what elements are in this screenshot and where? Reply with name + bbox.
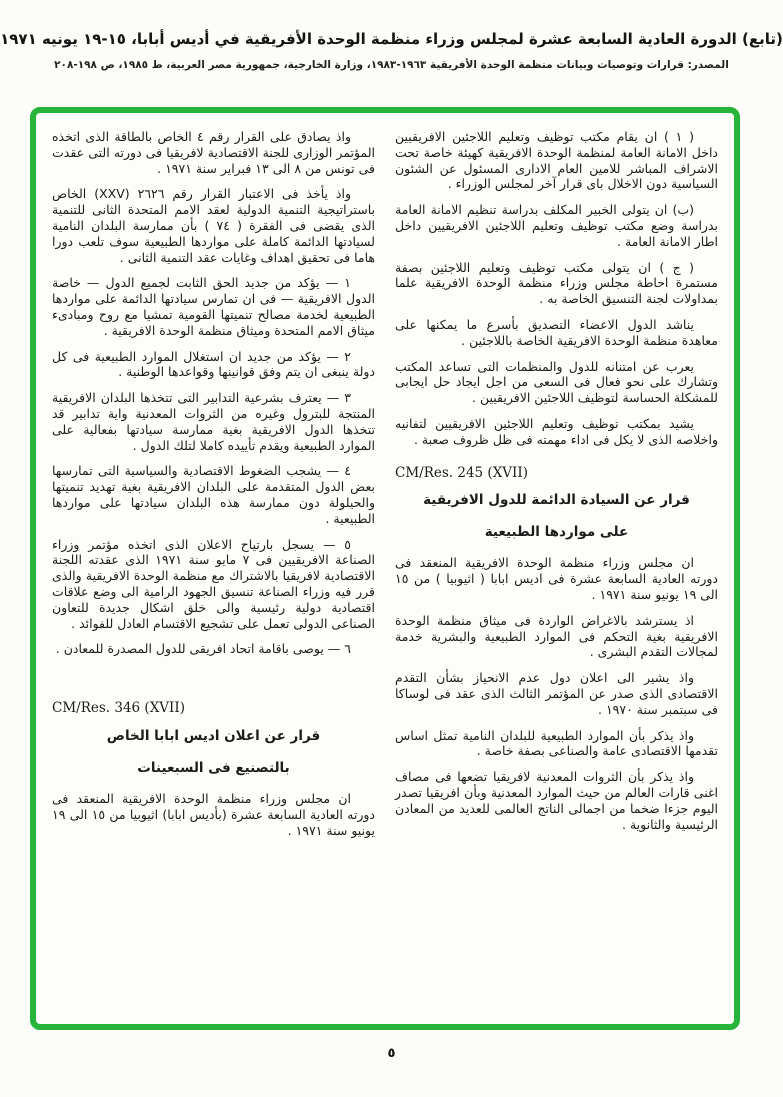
- resolution-code: CM/Res. 245 (XVII): [395, 464, 528, 481]
- page-number: ٥: [387, 1046, 396, 1061]
- page-header: [0, 30, 783, 71]
- paragraph: ٤ — يشجب الضغوط الاقتصادية والسياسية التى تمارسها بعض الدول المتقدمة على البلدان الافريقية بغية تهديد تنميتها والحيلولة دون ممارسة هذه البلدان سيادتها على مواردها الطبيعية .: [52, 463, 375, 526]
- resolution-title: على مواردها الطبيعية: [484, 524, 629, 541]
- paragraph: واذ يذكر بأن الموارد الطبيعية للبلدان النامية تمثل اساس تقدمها الاقتصادى عامة والصناعى بصفة خاصة .: [395, 727, 718, 759]
- resolution-title: بالتصنيع فى السبعينات: [137, 759, 290, 776]
- paragraph: واذ يذكر بأن الثروات المعدنية لافريقيا تضعها فى مصاف اغنى قارات العالم من حيث الموارد المعدنية وبأن افريقيا تصدر اليوم جزءا ضخما من اجمالى الناتج العالمى للعديد من المعادن الرئيسية والثانوية .: [395, 769, 718, 832]
- resolution-title: قرار عن اعلان اديس ابابا الخاص: [106, 727, 321, 744]
- columns-wrapper: [52, 129, 718, 1014]
- paragraph: يشيد بمكتب توظيف وتعليم اللاجئين الافريقيين لتفانيه واخلاصه الذى لا يكل فى اداء مهمته فى ظل ظروف صعبة .: [395, 415, 718, 447]
- paragraph: ان مجلس وزراء منظمة الوحدة الافريقية المنعقد فى دورته العادية السابعة عشرة (بأديس ابابا) اثيوبيا من ١٥ الى ١٩ يونيو سنة ١٩٧١ .: [52, 790, 375, 838]
- content-frame: [30, 107, 740, 1030]
- column-left: [52, 129, 375, 1014]
- paragraph: ( ١ ) ان يقام مكتب توظيف وتعليم اللاجئين الافريقيين داخل الامانة العامة لمنظمة الوحدة الافريقية كهيئة خاصة تحت الاشراف المباشر للامين العام الادارى المسئول عن الشئون السياسية دون الاخلال باى قرار آخر لمجلس الوزراء .: [395, 129, 718, 192]
- paragraph: يعرب عن امتنانه للدول والمنظمات التى تساعد المكتب وتشارك على نحو فعال فى السعى من اجل ايجاد حل ايجابى للمشكلة الحساسة لتوظيف اللاجئين الافريقيين .: [395, 358, 718, 406]
- paragraph: واذ يشير الى اعلان دول عدم الانحياز بشأن التقدم الاقتصادى الذى صدر عن المؤتمر الثالث الذى عقد فى لوساكا فى سبتمبر سنة ١٩٧٠ .: [395, 670, 718, 717]
- paragraph: ٢ — يؤكد من جديد ان استغلال الموارد الطبيعية فى كل دولة ينبغى ان يتم وفق قوانينها وقواعدها الوطنية .: [52, 348, 375, 380]
- paragraph: ( ج ) ان يتولى مكتب توظيف وتعليم اللاجئين بصفة مستمرة احاطة مجلس وزراء منظمة الوحدة الافريقية علما بمداولات لجنة التنسيق الخاصة به .: [395, 259, 718, 307]
- paragraph: ١ — يؤكد من جديد الحق الثابت لجميع الدول — خاصة الدول الافريقية — فى ان تمارس سيادتها الدائمة على مواردها الطبيعية لخدمة مصالح تنميتها القومية تمشيا مع روح ومبادىء ميثاق الامم المتحدة وميثاق منظمة الوحدة الافريقية .: [52, 275, 375, 338]
- paragraph: يناشد الدول الاعضاء التصديق بأسرع ما يمكنها على معاهدة منظمة الوحدة الافريقية الخاصة باللاجئين .: [395, 316, 718, 348]
- source-line: المصدر: قرارات وتوصيات وبيانات منظمة الوحدة الأفريقية ١٩٦٣-١٩٨٣، وزارة الخارجية، جمهورية مصر العربية، ط ١٩٨٥، ص ١٩٨-٢٠٨: [54, 59, 729, 71]
- column-right: [395, 129, 718, 1014]
- session-title: (تابع) الدورة العادية السابعة عشرة لمجلس وزراء منظمة الوحدة الأفريقية في أديس أبابا، ١٥-١٩ يونيه ١٩٧١: [0, 30, 783, 48]
- paragraph: اذ يسترشد بالاغراض الواردة فى ميثاق منظمة الوحدة الافريقية بغية التحكم فى الموارد الطبيعية والبشرية خدمة لمجالات التقدم البشرى .: [395, 612, 718, 660]
- paragraph: (ب) ان يتولى الخبير المكلف بدراسة تنظيم الامانة العامة بدراسة وضع مكتب توظيف وتعليم اللاجئين الافريقيين داخل اطار الامانة العامة .: [395, 202, 718, 249]
- resolution-title: قرار عن السيادة الدائمة للدول الافريقية: [423, 492, 690, 509]
- paragraph: ٥ — يسجل بارتياح الاعلان الذى اتخذه مؤتمر وزراء الصناعة الافريقيين فى ٧ مايو سنة ١٩٧١ الذى عقدته اللجنة الاقتصادية لافريقيا بالاشتراك مع منظمة الوحدة الافريقية والذى قرر فيه وزراء الصناعة تنسيق الجهود الرامية الى وضع علاقات اقتصادية دولية رئيسية والى خلق اشكال جديدة للتعاون الصناعى الدولى تعمل على تشجيع الاقتسام العادل للفوائد .: [52, 536, 375, 631]
- resolution-code: CM/Res. 346 (XVII): [52, 700, 185, 717]
- paragraph: ٣ — يعترف بشرعية التدابير التى تتخذها البلدان الافريقية المنتجة للبترول وغيره من الثروات المعدنية واية تدابير قد تتخذها الدول الافريقية بغية ممارسة سيادتها بفعالية على الموارد الطبيعية ويقدم تأييده كاملا لتلك الدول .: [52, 390, 375, 453]
- paragraph: ٦ — يوصى باقامة اتحاد افريقى للدول المصدرة للمعادن .: [55, 641, 351, 657]
- paragraph: ان مجلس وزراء منظمة الوحدة الافريقية المنعقد فى دورته العادية السابعة عشرة فى اديس ابابا ( اثيوبيا ) من ١٥ الى ١٩ يونيو سنة ١٩٧١ .: [395, 555, 718, 602]
- paragraph: واذ يأخذ فى الاعتبار القرار رقم ٢٦٢٦ (XXV) الخاص باستراتيجية التنمية الدولية لعقد الامم المتحدة الثانى للتنمية الذى يقضى فى الفقرة ( ٧٤ ) بأن ممارسة البلدان النامية لسيادتها الدائمة كاملة على مواردها الطبيعية سوف تلعب دورا هاما فى تحقيق اهداف وغايات عقد التنمية الثانى .: [52, 186, 376, 265]
- paragraph: واذ يصادق على القرار رقم ٤ الخاص بالطاقة الذى اتخذه المؤتمر الوزارى للجنة الاقتصادية لافريقيا فى دورته التى عقدت فى تونس من ٨ الى ١٣ فبراير سنة ١٩٧١ .: [52, 129, 375, 176]
